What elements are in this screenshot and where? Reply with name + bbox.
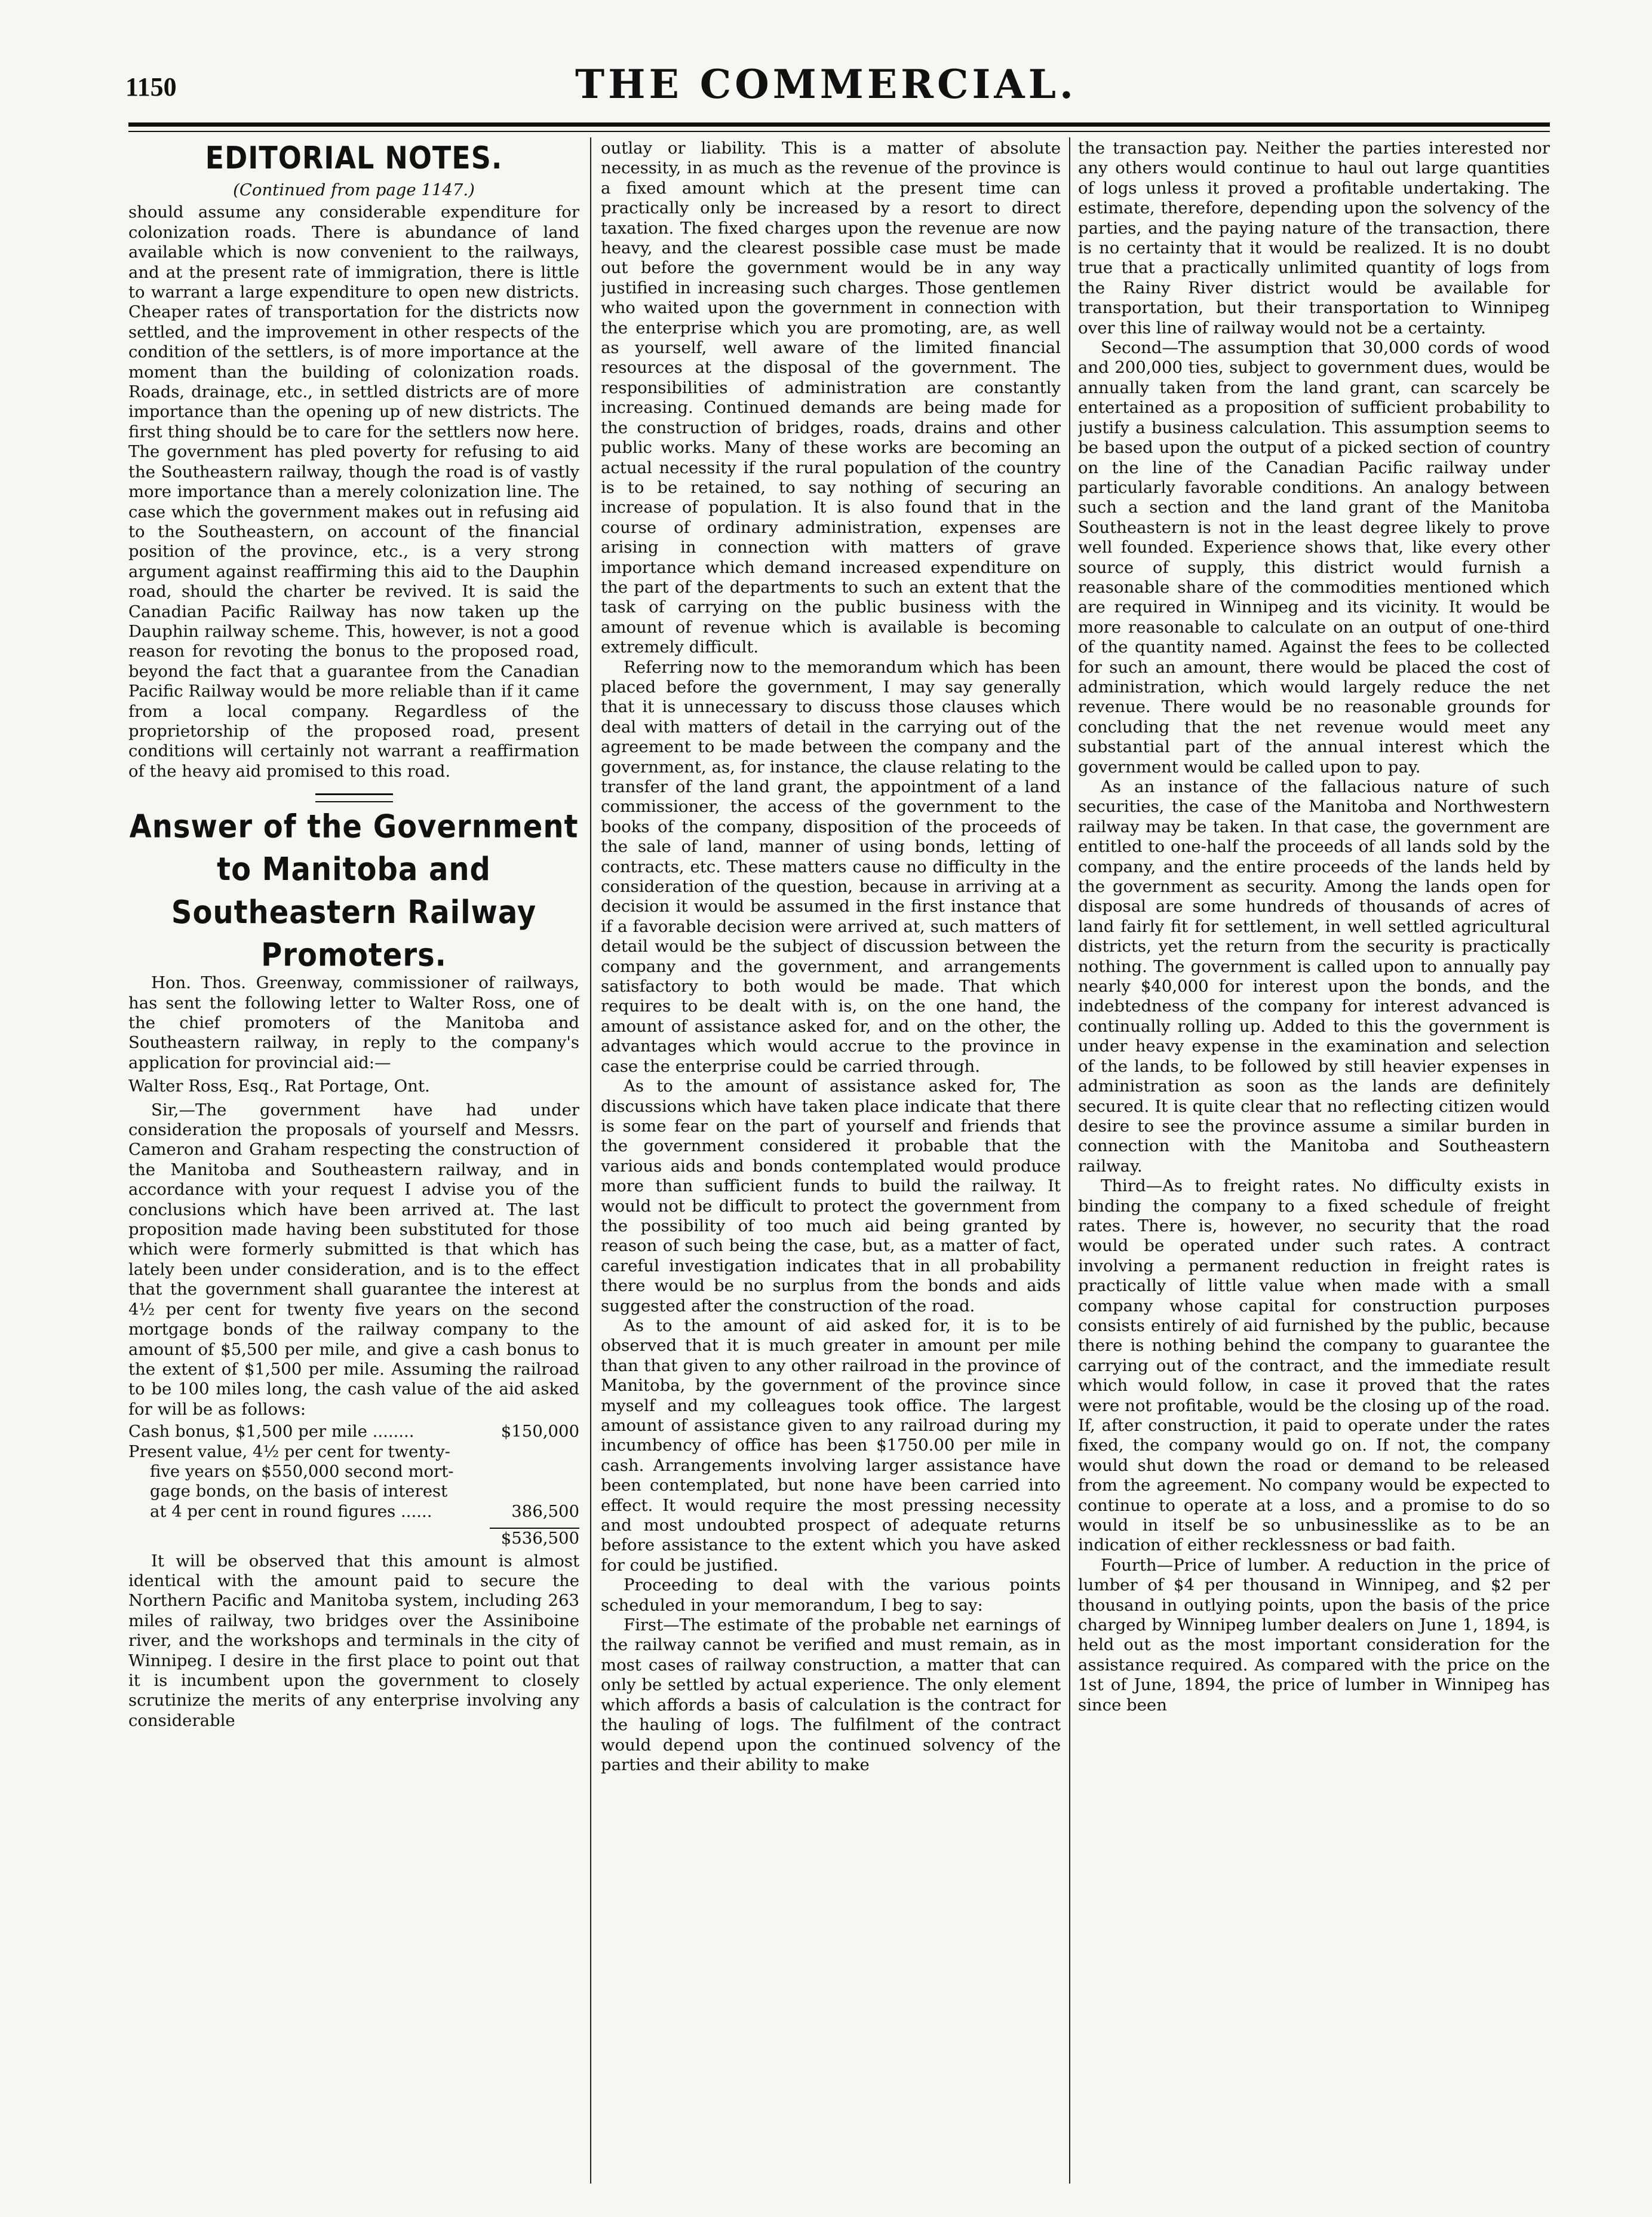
continued-note: (Continued from page 1147.)	[233, 180, 475, 200]
letter-paragraph: As to the amount of aid asked for, it is to be observed that it is much greater in amount per mile than that given to any other railroad in the province of Manitoba, by the government of the province since myself and my colleagues took office. The largest amount of assistance given to any railroad during my incumbency of office has been $1750.00 per mile in cash. Arrangements involving larger assistance have been contemplated, but none have been carried into effect. It would require the most pressing necessity and most undoubted prospect of adequate returns before assistance to the extent which you have asked for could be justified.	[601, 1316, 1061, 1575]
letter-paragraph: Referring now to the memorandum which has been placed before the government, I may say generally that it is unnecessary to discuss those clauses which deal with matters of detail in the carrying out of the agreement to be made between the company and the government, as, for instance, the clause relating to the transfer of the land grant, the appointment of a land commissioner, the access of the government to the books of the company, disposition of the proceeds of the sale of land, manner of using bonds, letting of contracts, etc. These matters cause no difficulty in the consideration of the question, because in arriving at a decision it would be assumed in the first instance that if a favorable decision were arrived at, such matters of detail would be the subject of discussion between the company and the government, and arrangements satisfactory to both would be made. That which requires to be dealt with is, on the one hand, the amount of assistance asked for, and on the other, the advantages which would accrue to the province in case the enterprise could be carried through.	[601, 657, 1061, 1076]
valuation-row	[128, 1482, 579, 1501]
letter-paragraph: Sir,—The government have had under consideration the proposals of yourself and Messrs. Cameron and Graham respecting the construction of the Manitoba and Southeastern railway, and in accordance with your request I advise you of the conclusions which have been arrived at. The last proposition made having been substituted for those which were formerly submitted is that which has lately been under consideration, and is to the effect that the government shall guarantee the interest at 4½ per cent for twenty five years on the second mortgage bonds of the railway company to the amount of $5,500 per mile, and give a cash bonus to the extent of $1,500 per mile. Assuming the railroad to be 100 miles long, the cash value of the aid asked for will be as follows:	[128, 1100, 579, 1419]
article-intro: Hon. Thos. Greenway, commissioner of railways, has sent the following letter to Walter Ross, one of the chief promoters of the Manitoba and Southeastern railway, in reply to the company's application for provincial aid:—	[128, 973, 579, 1072]
page-number: 1150	[125, 72, 177, 102]
letter-addressee: Walter Ross, Esq., Rat Portage, Ont.	[128, 1077, 430, 1096]
letter-paragraph: First—The estimate of the probable net earnings of the railway cannot be verified and must remain, as in most cases of railway construction, a matter that can only be settled by actual experience. The only element which affords a basis of calculation is the contract for the hauling of logs. The fulfilment of the contract would depend upon the continued solvency of the parties and their ability to make	[601, 1615, 1061, 1774]
valuation-row	[128, 1442, 579, 1462]
valuation-value: $150,000	[500, 1422, 579, 1442]
column-2	[601, 139, 1061, 2182]
section-separator	[315, 793, 393, 802]
letter-paragraph: the transaction pay. Neither the parties interested nor any others would continue to haul out large quantities of logs unless it proved a profitable undertaking. The estimate, therefore, depending upon the solvency of the parties, and the paying nature of the transaction, there is no certainty that it would be realized. It is no doubt true that a practically unlimited quantity of logs from the Rainy River district would be available for transportation, but their transportation to Winnipeg over this line of railway would not be a certainty.	[1078, 139, 1550, 338]
article-headline: Answer of the Government to Manitoba and Southeastern Railway Promoters.	[129, 808, 579, 974]
valuation-label: at 4 per cent in round figures ......	[150, 1501, 432, 1521]
valuation-row	[128, 1422, 579, 1442]
letter-paragraph: As an instance of the fallacious nature of such securities, the case of the Manitoba and Northwestern railway may be taken. In that case, the government are entitled to one-half the proceeds of all lands sold by the company, and the entire proceeds of the lands held by the government as security. Among the lands open for disposal are some hundreds of thousands of acres of land fairly fit for settlement, in well settled agricultural districts, yet the return from the security is practically nothing. The government is called upon to annually pay nearly $40,000 for interest upon the bonds, and the indebtedness of the company for interest advanced is continually rolling up. Added to this the government is under heavy expense in the examination and selection of the lands, to be followed by still heavier expenses in administration as soon as the lands are definitely secured. It is quite clear that no reflecting citizen would desire to see the province assume a similar burden in connection with the Manitoba and Southeastern railway.	[1078, 777, 1550, 1176]
header-rule-thin	[128, 131, 1550, 132]
valuation-label: Cash bonus, $1,500 per mile ........	[128, 1422, 414, 1442]
valuation-table	[128, 1422, 579, 1548]
letter-paragraph: Fourth—Price of lumber. A reduction in the price of lumber of $4 per thousand in Winnipeg, and $2 per thousand in outlying points, upon the basis of the price charged by Winnipeg lumber dealers on June 1, 1894, is held out as the most important consideration for the assistance required. As compared with the price on the 1st of June, 1894, the price of lumber in Winnipeg has since been	[1078, 1555, 1550, 1715]
column-3	[1078, 139, 1550, 2182]
valuation-total: $536,500	[500, 1529, 579, 1548]
letter-paragraph: Second—The assumption that 30,000 cords of wood and 200,000 ties, subject to government dues, would be annually taken from the land grant, can scarcely be entertained as a proposition of sufficient probability to justify a business calculation. This assumption seems to be based upon the output of a picked section of country on the line of the Canadian Pacific railway under particularly favorable conditions. An analogy between such a section and the land grant of the Manitoba Southeastern is not in the least degree likely to prove well founded. Experience shows that, like every other source of supply, this district would furnish a reasonable share of the commodities mentioned which are required in Winnipeg and its vicinity. It would be more reasonable to calculate on an output of one-third of the quantity named. Against the fees to be collected for such an amount, there would be placed the cost of administration, which would largely reduce the net revenue. There would be no reasonable grounds for concluding that the net revenue would meet any substantial part of the annual interest which the government would be called upon to pay.	[1078, 338, 1550, 777]
valuation-value: 386,500	[511, 1501, 579, 1521]
header-rule	[128, 122, 1550, 127]
letter-paragraph: Proceeding to deal with the various points scheduled in your memorandum, I beg to say:	[601, 1575, 1061, 1615]
valuation-label: Present value, 4½ per cent for twenty-	[128, 1442, 450, 1461]
column-divider	[590, 137, 591, 2184]
editorial-paragraph: should assume any considerable expenditure for colonization roads. There is abundance of land available which is now convenient to the railways, and at the present rate of immigration, there is little to warrant a large expenditure to open new districts. Cheaper rates of transportation for the districts now settled, and the improvement in other respects of the condition of the settlers, is of more importance at the moment than the building of colonization roads. Roads, drainage, etc., in settled districts are of more importance than the opening up of new districts. The first thing should be to care for the settlers now here. The government has pled poverty for refusing to aid the Southeastern railway, though the road is of vastly more importance than a merely colonization line. The case which the government makes out in refusing aid to the Southeastern, on account of the financial position of the province, etc., is a very strong argument against reaffirming this aid to the Dauphin road, should the charter be revived. It is said the Canadian Pacific Railway has now taken up the Dauphin railway scheme. This, however, is not a good reason for revoting the bonus to the proposed road, beyond the fact that a guarantee from the Canadian Pacific Railway would be more reliable than if it came from a local company. Regardless of the proprietorship of the proposed road, present conditions will certainly not warrant a reaffirmation of the heavy aid promised to this road.	[128, 203, 579, 781]
letter-paragraph: As to the amount of assistance asked for, The discussions which have taken place indicate that there is some fear on the part of yourself and friends that the government considered it probable that the various aids and bonds contemplated would produce more than sufficient funds to build the railway. It would not be difficult to protect the government from the possibility of too much aid being granted by reason of such being the case, but, as a matter of fact, careful investigation indicates that in all probability there would be no surplus from the bonds and aids suggested after the construction of the road.	[601, 1077, 1061, 1316]
valuation-label: five years on $550,000 second mort-	[150, 1461, 454, 1481]
valuation-row	[128, 1462, 579, 1482]
column-1	[128, 139, 579, 2182]
column-divider	[1069, 137, 1070, 2184]
letter-paragraph: outlay or liability. This is a matter of absolute necessity, in as much as the revenue of the province is a fixed amount which at the present time can practically only be increased by a resort to direct taxation. The fixed charges upon the revenue are now heavy, and the clearest possible case must be made out before the government would be in any way justified in increasing such charges. Those gentlemen who waited upon the government in connection with the enterprise which you are promoting, are, as well as yourself, well aware of the limited financial resources at the disposal of the government. The responsibilities of administration are constantly increasing. Continued demands are being made for the construction of bridges, roads, drains and other public works. Many of these works are becoming an actual necessity if the rural population of the country is to be retained, to say nothing of securing an increase of population. It is also found that in the course of ordinary administration, expenses are arising in connection with matters of grave importance which demand increased expenditure on the part of the departments to such an extent that the task of carrying on the public business with the amount of revenue which is available is becoming extremely difficult.	[601, 139, 1061, 657]
masthead: THE COMMERCIAL.	[575, 61, 1077, 108]
valuation-row	[128, 1502, 579, 1522]
letter-paragraph: Third—As to freight rates. No difficulty exists in binding the company to a fixed schedule of freight rates. There is, however, no security that the road would be operated under such rates. A contract involving a permanent reduction in freight rates is practically of little value when made with a small company whose capital for construction purposes consists entirely of aid furnished by the public, because there is nothing behind the company to guarantee the carrying out of the contract, and the immediate result which would follow, in case it proved that the rates were not profitable, would be the closing up of the road. If, after construction, it paid to operate under the rates fixed, the company would go on. If not, the company would shut down the road or demand to be released from the agreement. No company would be expected to continue to operate at a loss, and a promise to do so would in itself be so unbusinesslike as to be an indication of either recklessness or bad faith.	[1078, 1176, 1550, 1555]
letter-paragraph: It will be observed that this amount is almost identical with the amount paid to secure the Northern Pacific and Manitoba system, including 263 miles of railway, two bridges over the Assiniboine river, and the workshops and terminals in the city of Winnipeg. I desire in the first place to point out that it is incumbent upon the government to closely scrutinize the merits of any enterprise involving any considerable	[128, 1551, 579, 1730]
valuation-label: gage bonds, on the basis of interest	[150, 1482, 448, 1501]
editorial-heading: EDITORIAL NOTES.	[205, 139, 503, 176]
